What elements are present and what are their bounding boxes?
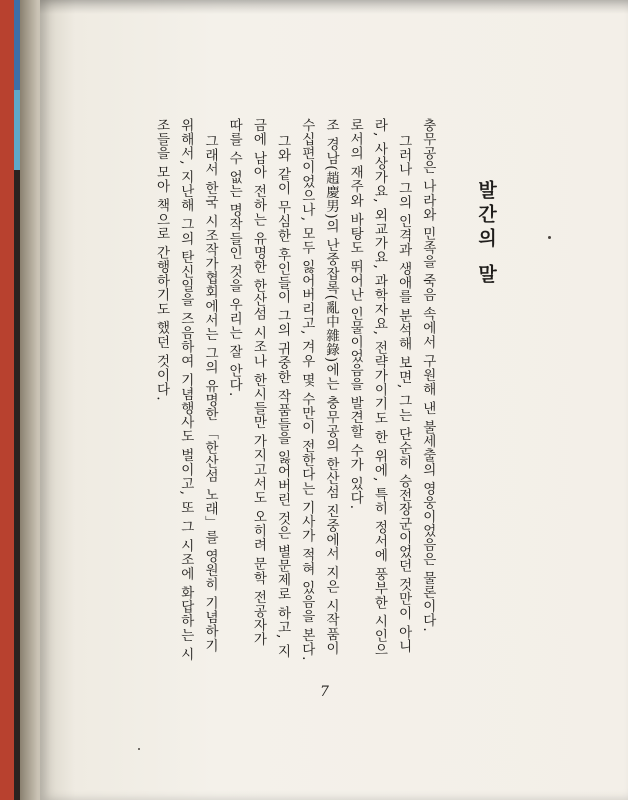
- vertical-text-block: [118, 118, 498, 663]
- paragraph-2: 그러나 그의 인격과 생애를 분석해 보면, 그는 단순히 승전장군이었던 것만이 아니라, 사상가요, 외교가요, 과학자요, 전략가이기도 한 위에, 특히 정서에 풍부한 시인으로서의 재주와 바탕도 뛰어난 인물이었음을 발견할 수가 있다.: [347, 118, 412, 657]
- paragraph-4: 그와 같이 무심한 후인들이 그의 귀중한 작품들을 잃어버린 것은 별문제로 하고, 지금에 남아 전하는 유명한 한산섬 시조나 한시들만 가지고서도 오히려 문학 전공자가 따를 수 없는 명작들인 것을 우리는 잘 안다.: [226, 118, 291, 659]
- paper-speck: [548, 236, 551, 239]
- page-title: 발간의 말: [475, 180, 497, 288]
- paragraph-5: 그래서 한국 시조작가협회에서는 그의 유명한 「한산섬 노래」를 영원히 기념하기 위해서, 지난해 그의 탄신일을 즈음하여 기념행사도 벌이고, 또 그 시조에 화답하는 시조들을 모아 책으로 간행하기도 했던 것이다.: [153, 118, 218, 661]
- page-number: 7: [320, 684, 329, 700]
- book-edge-red: [0, 0, 14, 800]
- paper-speck: [138, 748, 140, 750]
- page-shadow: [40, 0, 628, 14]
- paragraph-1: 충무공은 나라와 민족을 죽음 속에서 구원해 낸 불세출의 영웅이었음은 물론이다.: [419, 118, 436, 633]
- paragraph-3: 조 경남(趙慶男)의 난중잡록(亂中雜錄)에는 충무공의 한산섬 진중에서 지은 시작품이 수십편이었으나, 모두 잃어버리고, 겨우 몇 수만이 전한다는 기사가 적혀 있음을 본다.: [298, 118, 339, 661]
